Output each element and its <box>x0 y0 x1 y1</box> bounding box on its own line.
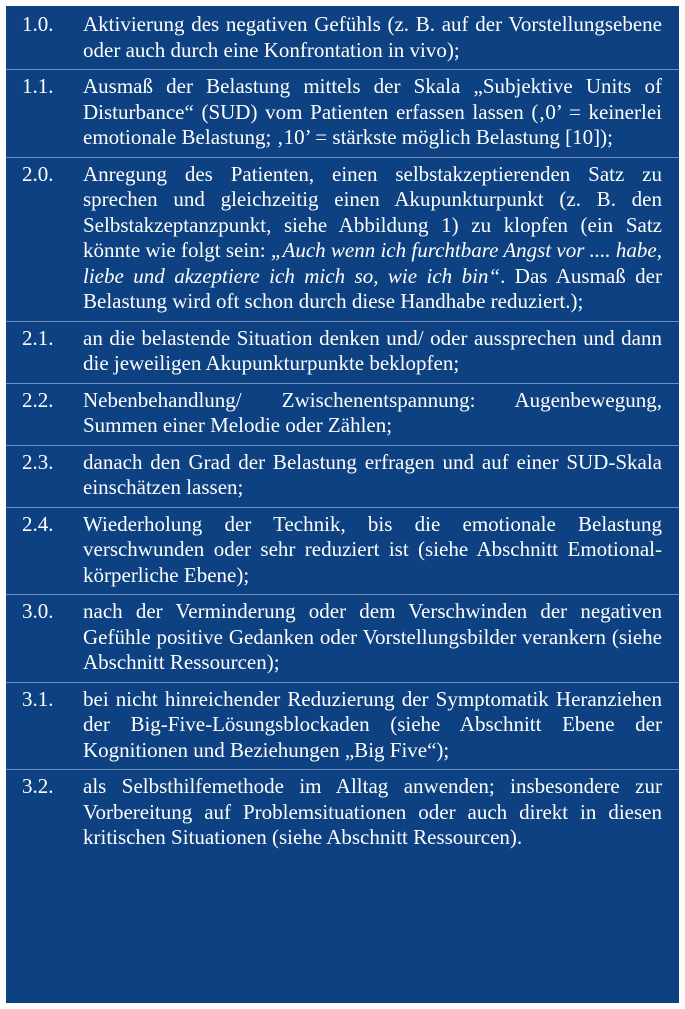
step-text-italic-quote: „Auch wenn ich furchtbare Angst vor .... habe, liebe und akzeptiere ich mich so, wie ich bin“ <box>83 238 662 288</box>
step-text: Nebenbehandlung/ Zwischenentspannung: Augenbewegung, Summen einer Melodie oder Zählen; <box>83 387 662 437</box>
step-number: 2.4. <box>22 511 54 536</box>
list-item-1-1 <box>6 70 679 158</box>
list-item-2-3 <box>6 446 679 508</box>
step-number: 2.1. <box>22 325 54 350</box>
step-text-after: . Das Ausmaß der Belastung wird oft schon durch diese Handhabe reduziert.); <box>83 263 662 313</box>
step-text <box>83 162 662 314</box>
list-item-2-0 <box>6 158 679 322</box>
step-text: bei nicht hinreichender Reduzierung der Symptomatik Heranziehen der Big-Five-Lösungsblockaden (siehe Abschnitt Ebene der Kognitionen und Beziehungen „Big Five“); <box>83 686 662 762</box>
step-text: nach der Verminderung oder dem Verschwinden der negativen Gefühle positive Gedanken oder Vorstellungsbilder verankern (siehe Abschnitt Ressourcen); <box>83 599 662 674</box>
step-number: 3.2. <box>22 774 54 798</box>
step-number: 2.0. <box>22 161 54 186</box>
step-text: Ausmaß der Belastung mittels der Skala „Subjektive Units of Disturbance“ (SUD) vom Patienten erfassen lassen (‚0’ = keinerlei emotionale Belastung; ‚10’ = stärkste möglich Belastung [10]); <box>83 74 662 149</box>
step-list <box>6 8 679 857</box>
step-number: 1.1. <box>22 74 54 98</box>
list-item-3-1 <box>6 683 679 771</box>
list-item-3-2 <box>6 770 679 857</box>
list-item-1-0 <box>6 8 679 70</box>
list-item-3-0 <box>6 595 679 683</box>
step-number: 2.3. <box>22 449 54 474</box>
step-text: Aktivierung des negativen Gefühls (z. B. auf der Vorstellungsebene oder auch durch eine Konfrontation in vivo); <box>83 12 662 62</box>
step-number: 3.0. <box>22 599 54 623</box>
list-item-2-4 <box>6 508 679 596</box>
step-text: danach den Grad der Belastung erfragen und auf einer SUD-Skala einschätzen lassen; <box>83 449 662 499</box>
step-text-before: Anregung des Patienten, einen selbstakzeptierenden Satz zu sprechen und gleichzeitig einen Akupunkturpunkt (z. B. den Selbstakzeptanzpunkt, siehe Abbildung 1) zu klopfen (ein Satz könnte wie folgt sein: <box>83 161 662 262</box>
step-number: 2.2. <box>22 387 54 412</box>
step-text: Wiederholung der Technik, bis die emotionale Belastung verschwunden oder sehr reduziert ist (siehe Abschnitt Emotional-körperliche Ebene); <box>83 511 662 587</box>
step-number: 3.1. <box>22 686 54 711</box>
list-item-2-2 <box>6 384 679 446</box>
step-text: an die belastende Situation denken und/ oder aussprechen und dann die jeweiligen Akupunkturpunkte beklopfen; <box>83 325 662 375</box>
step-number: 1.0. <box>22 12 54 36</box>
instruction-panel <box>6 6 679 1003</box>
list-item-2-1 <box>6 322 679 384</box>
step-text: als Selbsthilfemethode im Alltag anwenden; insbesondere zur Vorbereitung auf Problemsituationen oder auch direkt in diesen kritischen Situationen (siehe Abschnitt Ressourcen). <box>83 774 662 849</box>
